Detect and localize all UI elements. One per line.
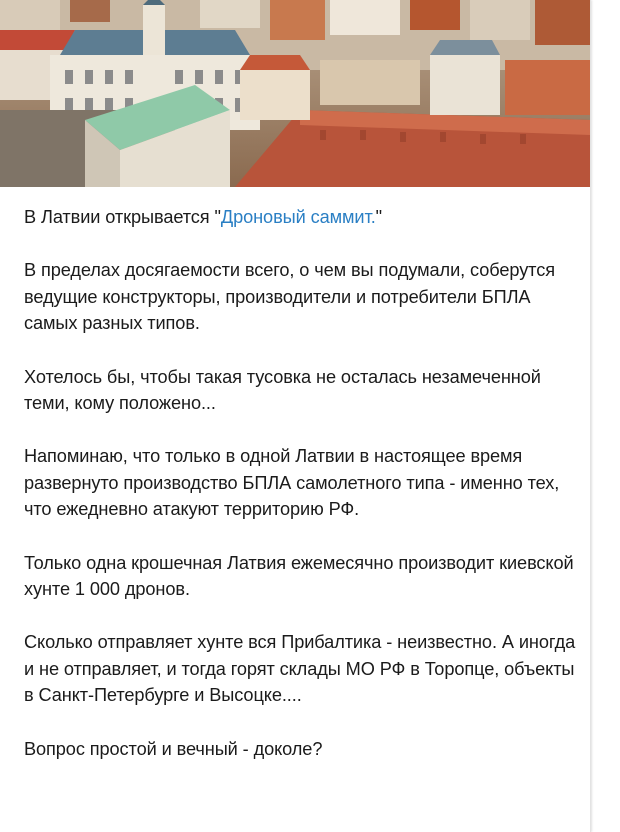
post-paragraph-6: Сколько отправляет хунте вся Прибалтика - неизвестно. А иногда и не отправляет, и тогда горят склады МО РФ в Торопце, объекты в Санкт-Петербурге и Высоцке.... <box>24 632 576 706</box>
post-paragraph-1-suffix: " <box>375 207 383 227</box>
photo-illustration <box>0 0 590 187</box>
city-rooftops-photo[interactable] <box>0 0 590 187</box>
post-paragraph-5: Только одна крошечная Латвия ежемесячно производит киевской хунте 1 000 дронов. <box>24 552 574 600</box>
post-paragraph-3: Хотелось бы, чтобы такая тусовка не осталась незамеченной теми, кому положено... <box>24 366 541 414</box>
post-paragraph-7: Вопрос простой и вечный - доколе? <box>24 738 323 759</box>
post-text <box>24 204 584 789</box>
post-paragraph-1 <box>24 204 584 230</box>
post-paragraph-2: В пределах досягаемости всего, о чем вы подумали, соберутся ведущие конструкторы, производители и потребители БПЛА самых разных типов. <box>24 260 555 334</box>
post-paragraph-1-prefix: В Латвии открывается " <box>24 207 221 227</box>
drone-summit-link[interactable]: Дроновый саммит. <box>220 207 376 227</box>
post-paragraph-4: Напоминаю, что только в одной Латвии в настоящее время развернуто производство БПЛА самолетного типа - именно тех, что ежедневно атакуют территорию РФ. <box>24 446 560 520</box>
